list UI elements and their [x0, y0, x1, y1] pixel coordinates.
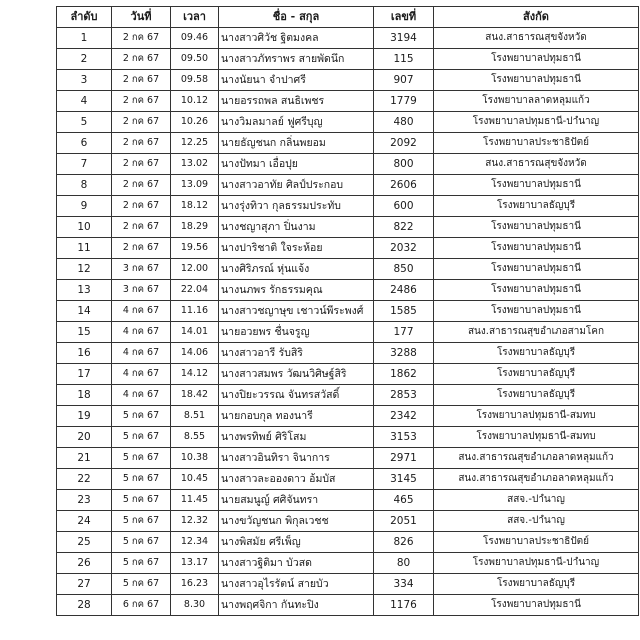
- registration-table: [56, 6, 639, 616]
- row-number: 1862: [374, 364, 434, 385]
- row-affiliation: โรงพยาบาลลาดหลุมแก้ว: [434, 91, 639, 112]
- table-row: [57, 595, 639, 616]
- table-row: [57, 217, 639, 238]
- row-date: 6 กค 67: [112, 595, 171, 616]
- row-order: 3: [57, 70, 112, 91]
- row-name: นางขวัญชนก พิกุลเวชช: [219, 511, 374, 532]
- row-affiliation: สสจ.-ปาํนาญ: [434, 490, 639, 511]
- row-name: นางศิริภรณ์ หุ่นแจ้ง: [219, 259, 374, 280]
- row-affiliation: สนง.สาธารณสุขจังหวัด: [434, 28, 639, 49]
- row-number: 1779: [374, 91, 434, 112]
- row-affiliation: โรงพยาบาลปทุมธานี-ปาํนาญ: [434, 553, 639, 574]
- table-row: [57, 343, 639, 364]
- row-time: 10.45: [171, 469, 219, 490]
- row-number: 2853: [374, 385, 434, 406]
- row-name: นางปัทมา เอื่อปุย: [219, 154, 374, 175]
- row-affiliation: โรงพยาบาลธัญบุรี: [434, 574, 639, 595]
- row-number: 3288: [374, 343, 434, 364]
- row-order: 11: [57, 238, 112, 259]
- row-date: 2 กค 67: [112, 154, 171, 175]
- row-date: 5 กค 67: [112, 490, 171, 511]
- row-number: 3194: [374, 28, 434, 49]
- table-row: [57, 175, 639, 196]
- row-number: 3145: [374, 469, 434, 490]
- row-order: 12: [57, 259, 112, 280]
- row-number: 2051: [374, 511, 434, 532]
- row-time: 18.29: [171, 217, 219, 238]
- table-row: [57, 427, 639, 448]
- row-date: 2 กค 67: [112, 112, 171, 133]
- row-number: 1176: [374, 595, 434, 616]
- row-date: 4 กค 67: [112, 385, 171, 406]
- row-affiliation: โรงพยาบาลปทุมธานี: [434, 49, 639, 70]
- row-name: นางสาวอินทิรา จินาการ: [219, 448, 374, 469]
- row-date: 3 กค 67: [112, 259, 171, 280]
- table-row: [57, 364, 639, 385]
- row-time: 12.00: [171, 259, 219, 280]
- table-header-row: [57, 7, 639, 28]
- row-number: 480: [374, 112, 434, 133]
- row-number: 2092: [374, 133, 434, 154]
- row-time: 14.06: [171, 343, 219, 364]
- row-date: 2 กค 67: [112, 133, 171, 154]
- row-affiliation: โรงพยาบาลธัญบุรี: [434, 196, 639, 217]
- row-affiliation: โรงพยาบาลปทุมธานี-ปาํนาญ: [434, 112, 639, 133]
- row-order: 22: [57, 469, 112, 490]
- header-date: วันที่: [112, 7, 171, 28]
- row-number: 334: [374, 574, 434, 595]
- row-name: นายอรรถพล สนธิเพชร: [219, 91, 374, 112]
- row-name: นายสมนูญ์ ศศิจันทรา: [219, 490, 374, 511]
- row-name: นางนัยนา จำปาศรี: [219, 70, 374, 91]
- table-row: [57, 574, 639, 595]
- header-time: เวลา: [171, 7, 219, 28]
- row-order: 14: [57, 301, 112, 322]
- row-affiliation: โรงพยาบาลปทุมธานี: [434, 280, 639, 301]
- header-name: ชื่อ - สกุล: [219, 7, 374, 28]
- row-date: 5 กค 67: [112, 511, 171, 532]
- row-order: 5: [57, 112, 112, 133]
- row-number: 2971: [374, 448, 434, 469]
- row-affiliation: สนง.สาธารณสุขอำเภอลาดหลุมแก้ว: [434, 448, 639, 469]
- row-time: 13.17: [171, 553, 219, 574]
- row-time: 09.46: [171, 28, 219, 49]
- row-time: 8.30: [171, 595, 219, 616]
- row-name: นางสาวอุไรรัตน์ สายบัว: [219, 574, 374, 595]
- row-affiliation: โรงพยาบาลปทุมธานี: [434, 595, 639, 616]
- row-time: 11.16: [171, 301, 219, 322]
- row-date: 5 กค 67: [112, 574, 171, 595]
- row-order: 27: [57, 574, 112, 595]
- row-order: 28: [57, 595, 112, 616]
- row-order: 23: [57, 490, 112, 511]
- row-affiliation: โรงพยาบาลธัญบุรี: [434, 343, 639, 364]
- row-affiliation: สสจ.-ปาํนาญ: [434, 511, 639, 532]
- row-time: 10.12: [171, 91, 219, 112]
- row-time: 11.45: [171, 490, 219, 511]
- row-affiliation: โรงพยาบาลปทุมธานี: [434, 259, 639, 280]
- table-row: [57, 91, 639, 112]
- row-affiliation: โรงพยาบาลธัญบุรี: [434, 364, 639, 385]
- row-time: 12.25: [171, 133, 219, 154]
- row-date: 2 กค 67: [112, 175, 171, 196]
- row-time: 16.23: [171, 574, 219, 595]
- row-time: 8.55: [171, 427, 219, 448]
- table-row: [57, 406, 639, 427]
- row-time: 18.12: [171, 196, 219, 217]
- row-order: 8: [57, 175, 112, 196]
- table-row: [57, 259, 639, 280]
- row-order: 4: [57, 91, 112, 112]
- row-name: นายกอบกุล ทองนารี: [219, 406, 374, 427]
- header-order: ลำดับ: [57, 7, 112, 28]
- row-date: 5 กค 67: [112, 427, 171, 448]
- row-number: 2606: [374, 175, 434, 196]
- row-time: 8.51: [171, 406, 219, 427]
- row-number: 1585: [374, 301, 434, 322]
- row-name: นางสาวศิวัช ฐิตมงคล: [219, 28, 374, 49]
- row-number: 822: [374, 217, 434, 238]
- row-time: 13.02: [171, 154, 219, 175]
- row-order: 18: [57, 385, 112, 406]
- row-number: 2032: [374, 238, 434, 259]
- row-name: นางสาวภัทราพร สายพัดนึก: [219, 49, 374, 70]
- row-time: 09.50: [171, 49, 219, 70]
- row-affiliation: สนง.สาธารณสุขจังหวัด: [434, 154, 639, 175]
- row-order: 9: [57, 196, 112, 217]
- row-date: 5 กค 67: [112, 406, 171, 427]
- row-date: 2 กค 67: [112, 91, 171, 112]
- row-number: 2342: [374, 406, 434, 427]
- table-row: [57, 70, 639, 91]
- row-time: 19.56: [171, 238, 219, 259]
- row-order: 15: [57, 322, 112, 343]
- header-affiliation: สังกัด: [434, 7, 639, 28]
- row-name: นางชญาสุภา ปิ่นงาม: [219, 217, 374, 238]
- row-number: 3153: [374, 427, 434, 448]
- table-row: [57, 133, 639, 154]
- table-body: [57, 28, 639, 616]
- row-time: 09.58: [171, 70, 219, 91]
- row-order: 13: [57, 280, 112, 301]
- row-time: 10.26: [171, 112, 219, 133]
- row-order: 10: [57, 217, 112, 238]
- row-order: 20: [57, 427, 112, 448]
- row-order: 25: [57, 532, 112, 553]
- row-date: 5 กค 67: [112, 532, 171, 553]
- row-affiliation: สนง.สาธารณสุขอำเภอสามโคก: [434, 322, 639, 343]
- row-affiliation: โรงพยาบาลปทุมธานี: [434, 217, 639, 238]
- row-date: 2 กค 67: [112, 28, 171, 49]
- row-time: 18.42: [171, 385, 219, 406]
- row-affiliation: โรงพยาบาลปทุมธานี-สมทบ: [434, 406, 639, 427]
- row-date: 2 กค 67: [112, 70, 171, 91]
- row-affiliation: โรงพยาบาลธัญบุรี: [434, 385, 639, 406]
- row-affiliation: สนง.สาธารณสุขอำเภอลาดหลุมแก้ว: [434, 469, 639, 490]
- row-time: 22.04: [171, 280, 219, 301]
- row-order: 21: [57, 448, 112, 469]
- row-affiliation: โรงพยาบาลปทุมธานี: [434, 301, 639, 322]
- row-order: 1: [57, 28, 112, 49]
- row-name: นางสาวละอองดาว อ้มบัส: [219, 469, 374, 490]
- table-row: [57, 532, 639, 553]
- row-number: 115: [374, 49, 434, 70]
- row-order: 16: [57, 343, 112, 364]
- row-name: นางพรทิพย์ ศิริโสม: [219, 427, 374, 448]
- row-number: 2486: [374, 280, 434, 301]
- table-row: [57, 469, 639, 490]
- row-name: นายอวยพร ชื่นจรูญ: [219, 322, 374, 343]
- row-number: 600: [374, 196, 434, 217]
- row-number: 465: [374, 490, 434, 511]
- table-row: [57, 511, 639, 532]
- table-row: [57, 301, 639, 322]
- row-number: 907: [374, 70, 434, 91]
- table-row: [57, 280, 639, 301]
- row-date: 4 กค 67: [112, 364, 171, 385]
- row-order: 7: [57, 154, 112, 175]
- row-order: 19: [57, 406, 112, 427]
- row-name: นางรุ่งทิวา กุลธรรมประทับ: [219, 196, 374, 217]
- table-row: [57, 322, 639, 343]
- row-number: 800: [374, 154, 434, 175]
- table-row: [57, 490, 639, 511]
- row-affiliation: โรงพยาบาลปทุมธานี: [434, 238, 639, 259]
- row-name: นางปาริชาติ ใจระห้อย: [219, 238, 374, 259]
- row-name: นางสาวฐิติมา บัวสด: [219, 553, 374, 574]
- row-date: 2 กค 67: [112, 217, 171, 238]
- row-number: 826: [374, 532, 434, 553]
- row-name: นายธัญชนก กลิ่นพยอม: [219, 133, 374, 154]
- row-date: 4 กค 67: [112, 343, 171, 364]
- row-date: 5 กค 67: [112, 448, 171, 469]
- row-order: 2: [57, 49, 112, 70]
- table-row: [57, 385, 639, 406]
- table-row: [57, 196, 639, 217]
- row-order: 26: [57, 553, 112, 574]
- table-row: [57, 49, 639, 70]
- row-number: 177: [374, 322, 434, 343]
- row-affiliation: โรงพยาบาลประชาธิปัตย์: [434, 133, 639, 154]
- row-affiliation: โรงพยาบาลประชาธิปัตย์: [434, 532, 639, 553]
- row-name: นางพฤศจิกา กันทะปิง: [219, 595, 374, 616]
- table-row: [57, 448, 639, 469]
- row-name: นางสาวชญาษุข เชาวน์พีระพงศ์: [219, 301, 374, 322]
- row-name: นางปิยะวรรณ จันทรสวัสดิ์: [219, 385, 374, 406]
- row-number: 80: [374, 553, 434, 574]
- row-affiliation: โรงพยาบาลปทุมธานี: [434, 70, 639, 91]
- row-name: นางพิสมัย ศรีเพ็ญ: [219, 532, 374, 553]
- row-time: 10.38: [171, 448, 219, 469]
- table-row: [57, 553, 639, 574]
- row-affiliation: โรงพยาบาลปทุมธานี: [434, 175, 639, 196]
- table-row: [57, 238, 639, 259]
- row-name: นางสาวสมพร วัฒนวิศิษฐ์สิริ: [219, 364, 374, 385]
- row-name: นางนภพร รักธรรมคุณ: [219, 280, 374, 301]
- row-order: 17: [57, 364, 112, 385]
- row-date: 2 กค 67: [112, 49, 171, 70]
- row-time: 14.12: [171, 364, 219, 385]
- row-order: 6: [57, 133, 112, 154]
- row-date: 2 กค 67: [112, 196, 171, 217]
- table-row: [57, 112, 639, 133]
- row-name: นางวิมลมาลย์ ฟูศรีบุญ: [219, 112, 374, 133]
- row-date: 2 กค 67: [112, 238, 171, 259]
- header-number: เลขที่: [374, 7, 434, 28]
- row-name: นางสาวอาทัย ศิลป์ประกอบ: [219, 175, 374, 196]
- row-time: 14.01: [171, 322, 219, 343]
- row-order: 24: [57, 511, 112, 532]
- table-row: [57, 28, 639, 49]
- row-date: 5 กค 67: [112, 553, 171, 574]
- row-affiliation: โรงพยาบาลปทุมธานี-สมทบ: [434, 427, 639, 448]
- table-row: [57, 154, 639, 175]
- row-name: นางสาวอารี รับสิริ: [219, 343, 374, 364]
- row-date: 4 กค 67: [112, 322, 171, 343]
- row-time: 12.32: [171, 511, 219, 532]
- row-time: 12.34: [171, 532, 219, 553]
- row-date: 4 กค 67: [112, 301, 171, 322]
- row-date: 3 กค 67: [112, 280, 171, 301]
- row-date: 5 กค 67: [112, 469, 171, 490]
- row-time: 13.09: [171, 175, 219, 196]
- row-number: 850: [374, 259, 434, 280]
